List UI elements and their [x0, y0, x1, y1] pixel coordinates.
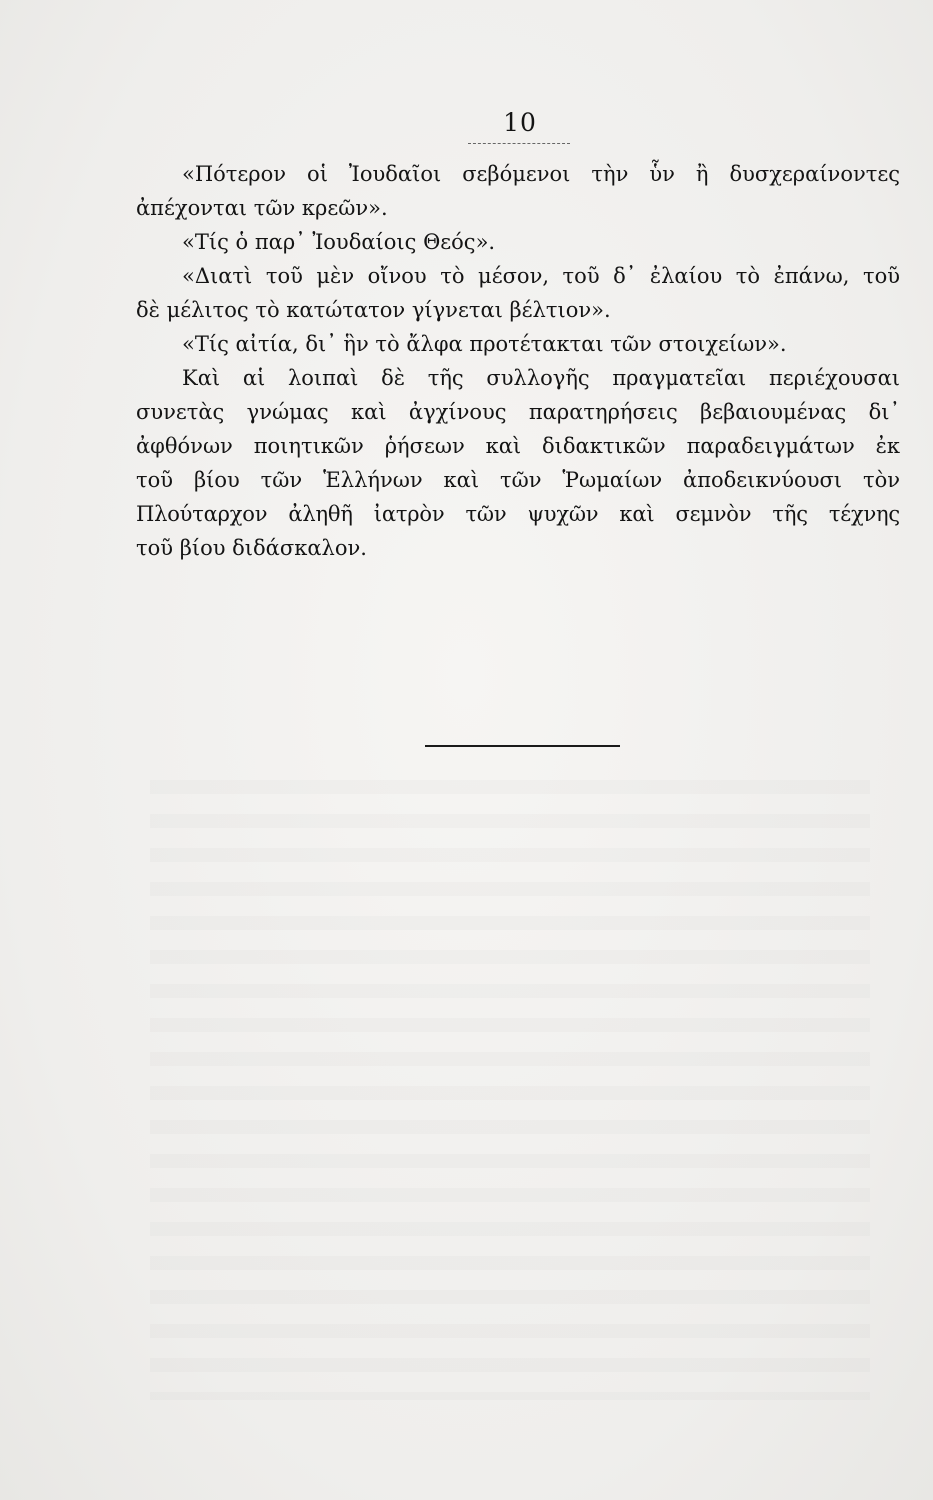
text-line: «Διατὶ τοῦ μὲν οἴνου τὸ μέσον, τοῦ δ᾽ ἐλαίου τὸ ἐπάνω, τοῦ	[182, 264, 900, 288]
body-text	[136, 157, 900, 565]
text-line: συνετὰς γνώμας καὶ ἀγχίνους παρατηρήσεις βεβαιουμένας δι᾽	[136, 400, 900, 424]
text-line: ἀφθόνων ποιητικῶν ῥήσεων καὶ διδακτικῶν παραδειγμάτων ἐκ	[136, 434, 900, 458]
text-line: ἀπέχονται τῶν κρεῶν».	[136, 196, 388, 220]
page-number: 10	[503, 108, 537, 137]
text-line: δὲ μέλιτος τὸ κατώτατον γίγνεται βέλτιον».	[136, 298, 611, 322]
text-line: «Τίς αἰτία, δι᾽ ἣν τὸ ἄλφα προτέτακται τῶν στοιχείων».	[182, 332, 787, 356]
section-divider	[425, 745, 620, 747]
text-line: «Τίς ὁ παρ᾽ Ἰουδαίοις Θεός».	[182, 230, 496, 254]
show-through-shading	[150, 780, 870, 1400]
text-line: Πλούταρχον ἀληθῆ ἰατρὸν τῶν ψυχῶν καὶ σεμνὸν τῆς τέχνης	[136, 502, 900, 526]
text-line: τοῦ βίου διδάσκαλον.	[136, 536, 367, 560]
page-number-rule	[468, 143, 570, 144]
text-line: Καὶ αἱ λοιπαὶ δὲ τῆς συλλογῆς πραγματεῖαι περιέχουσαι	[182, 366, 900, 390]
text-line: τοῦ βίου τῶν Ἑλλήνων καὶ τῶν Ῥωμαίων ἀποδεικνύουσι τὸν	[136, 468, 900, 492]
text-line: «Πότερον οἱ Ἰουδαῖοι σεβόμενοι τὴν ὗν ἢ δυσχεραίνοντες	[182, 162, 900, 186]
